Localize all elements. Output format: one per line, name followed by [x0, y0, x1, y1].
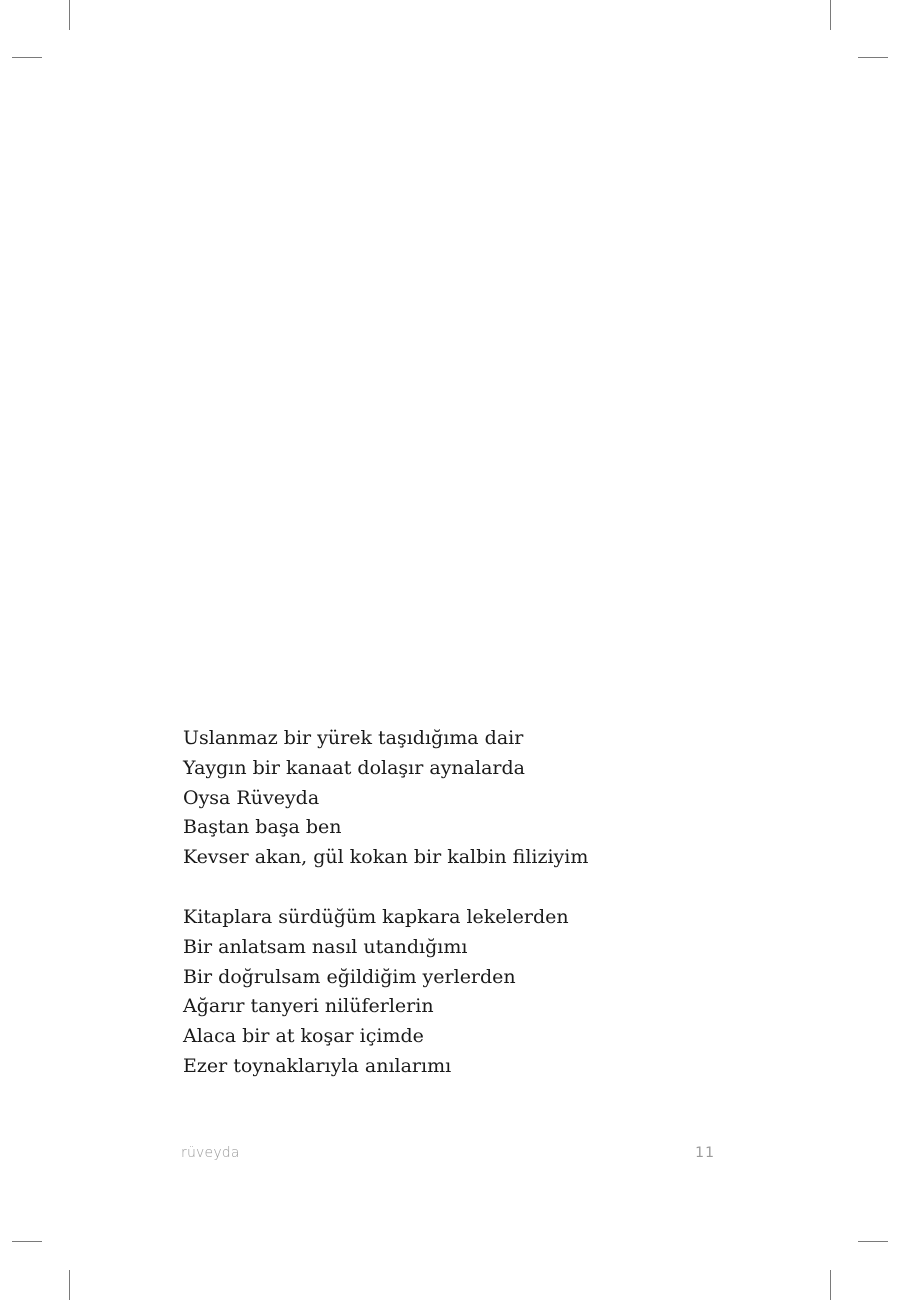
crop-mark-bottom-right-horizontal	[858, 1241, 888, 1242]
crop-mark-top-left-vertical	[69, 0, 70, 30]
poem-line: Kitaplara sürdüğüm kapkara lekelerden	[183, 905, 569, 928]
poem-line: Baştan başa ben	[183, 816, 342, 839]
crop-mark-top-left-horizontal	[12, 57, 42, 58]
poem-line: Ağarır tanyeri nilüferlerin	[183, 995, 434, 1018]
poem-line: Ezer toynaklarıyla anılarımı	[183, 1054, 452, 1077]
stanza-1	[183, 724, 743, 873]
crop-mark-bottom-left-vertical	[69, 1270, 70, 1300]
crop-mark-top-right-vertical	[830, 0, 831, 30]
poem	[183, 724, 743, 1082]
stanza-2	[183, 903, 743, 1082]
poem-line: Alaca bir at koşar içimde	[183, 1025, 424, 1048]
poem-line: Bir anlatsam nasıl utandığımı	[183, 935, 468, 958]
crop-mark-top-right-horizontal	[858, 57, 888, 58]
poem-line: Uslanmaz bir yürek taşıdığıma dair	[183, 727, 524, 749]
poem-line: Yaygın bir kanaat dolaşır aynalarda	[183, 756, 525, 779]
crop-mark-bottom-right-vertical	[830, 1270, 831, 1300]
running-footer-title: rüveyda	[181, 1145, 240, 1161]
poem-line: Kevser akan, gül kokan bir kalbin filiziyim	[183, 846, 589, 869]
poem-line: Bir doğrulsam eğildiğim yerlerden	[183, 965, 516, 988]
poem-line: Oysa Rüveyda	[183, 786, 320, 809]
crop-mark-bottom-left-horizontal	[12, 1241, 42, 1242]
page-number: 11	[695, 1145, 715, 1161]
